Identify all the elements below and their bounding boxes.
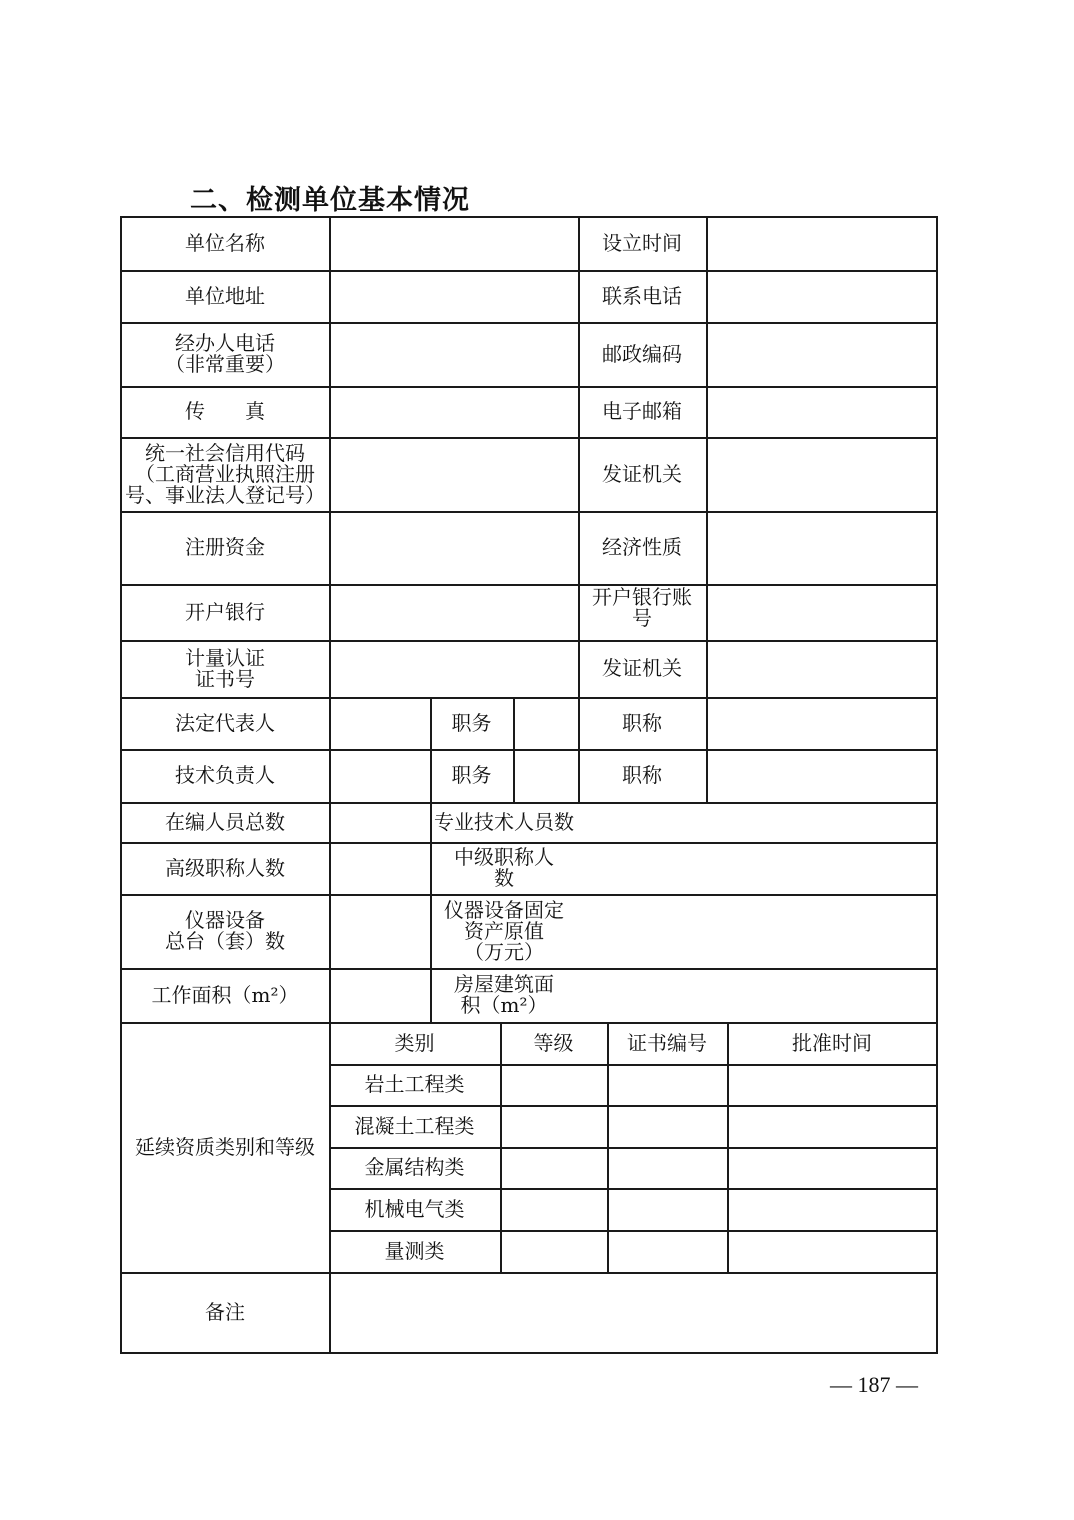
page-number: — 187 — <box>830 1372 918 1397</box>
label-unit-address: 单位地址 <box>185 283 265 308</box>
label-issuing-authority-2: 发证机关 <box>602 656 682 680</box>
label-unit-name: 单位名称 <box>185 230 265 255</box>
label-building-area: 房屋建筑面 积（m²） <box>454 972 554 1017</box>
label-established-date: 设立时间 <box>602 230 682 255</box>
basic-info-form <box>120 216 938 1354</box>
qual-category-geotechnical: 岩土工程类 <box>364 1072 465 1096</box>
label-work-area: 工作面积（m²） <box>151 982 299 1007</box>
label-senior-title-count: 高级职称人数 <box>165 855 285 880</box>
section-title: 二、检测单位基本情况 <box>190 185 470 216</box>
label-handler-phone: 经办人电话 （非常重要） <box>165 331 285 376</box>
label-contact-phone: 联系电话 <box>602 283 682 308</box>
qual-category-concrete: 混凝土工程类 <box>354 1113 475 1138</box>
label-remarks: 备注 <box>205 1299 245 1324</box>
label-staff-total: 在编人员总数 <box>165 809 285 834</box>
label-economic-nature: 经济性质 <box>602 535 682 559</box>
label-equipment-count: 仪器设备 总台（套）数 <box>165 908 285 953</box>
label-postcode: 邮政编码 <box>602 341 682 366</box>
label-registered-capital: 注册资金 <box>185 535 265 559</box>
label-issuing-authority: 发证机关 <box>602 461 682 486</box>
label-position: 职务 <box>451 710 492 735</box>
label-tech-staff-count: 专业技术人员数 <box>434 809 574 834</box>
qual-category-measurement: 量测类 <box>384 1238 445 1263</box>
label-professional-title: 职称 <box>622 710 662 735</box>
label-professional-title-2: 职称 <box>622 763 662 787</box>
label-email: 电子邮箱 <box>602 399 682 423</box>
qual-category-mechanical-electrical: 机械电气类 <box>364 1196 465 1221</box>
qual-header-category: 类别 <box>394 1030 435 1055</box>
label-mid-title-count: 中级职称人 数 <box>454 845 554 890</box>
label-bank-account: 开户银行账 号 <box>592 585 692 630</box>
qual-header-grade: 等级 <box>533 1030 574 1055</box>
label-bank: 开户银行 <box>185 599 265 624</box>
label-position-2: 职务 <box>451 763 492 787</box>
label-metrology-cert: 计量认证 证书号 <box>185 645 265 691</box>
label-equipment-value: 仪器设备固定 资产原值 （万元） <box>444 897 564 964</box>
label-technical-lead: 技术负责人 <box>175 763 275 787</box>
label-qualification-category: 延续资质类别和等级 <box>135 1134 315 1159</box>
label-credit-code: 统一社会信用代码 （工商营业执照注册 号、事业法人登记号） <box>125 440 325 507</box>
qual-category-metal-structure: 金属结构类 <box>364 1155 465 1179</box>
qual-header-cert-number: 证书编号 <box>627 1030 707 1055</box>
qual-header-approval-date: 批准时间 <box>792 1030 872 1055</box>
label-fax: 传 真 <box>185 399 265 423</box>
label-legal-representative: 法定代表人 <box>175 710 275 735</box>
